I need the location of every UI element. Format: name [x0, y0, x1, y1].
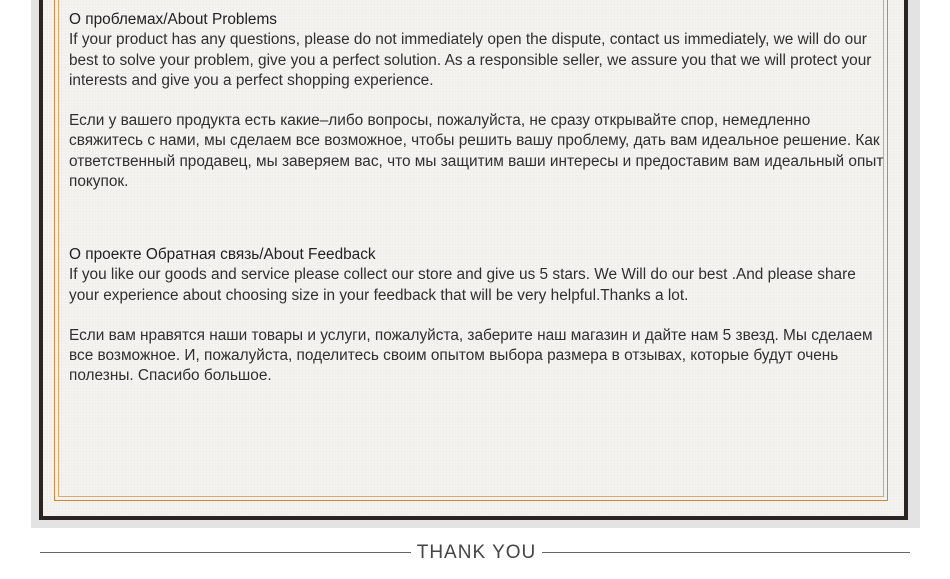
- about-feedback-english-text: If you like our goods and service please collect our store and give us 5 stars. We Will do our best .And please share your experience about choosing size in your feedback that will be very helpful.Thanks a lot.: [69, 266, 856, 304]
- about-problems-english-text: If your product has any questions, please do not immediately open the dispute, contact us immediately, we will do our best to solve your problem, give you a perfect solution. As a responsible seller, we assure you that we will protect your interests and give you a perfect shopping experience.: [69, 31, 872, 89]
- footer-divider-right: [542, 552, 910, 553]
- footer-divider-left: [40, 552, 411, 553]
- about-problems-section: [69, 10, 884, 192]
- about-feedback-russian-text: Если вам нравятся наши товары и услуги, пожалуйста, заберите наш магазин и дайте нам 5 звезд. Мы сделаем все возможное. И, пожалуйста, поделитесь своим опытом выбора размера в отзывах, которые будут очень полезны. Спасибо большое.: [69, 326, 873, 385]
- about-feedback-title: О проекте Обратная связь/About Feedback: [69, 246, 376, 263]
- about-problems-russian-text: Если у вашего продукта есть какие–либо вопросы, пожалуйста, не сразу открывайте спор, немедленно свяжитесь с нами, мы сделаем все возможное, чтобы решить вашу проблему, дать вам идеальное решение. Как ответственный продавец, мы заверяем вас, что мы защитим ваши интересы и предоставим вам идеальный опыт покупок.: [69, 112, 884, 191]
- thank-you-footer: [40, 541, 910, 565]
- thank-you-label: THANK YOU: [416, 542, 537, 563]
- about-problems-title: О проблемах/About Problems: [69, 11, 277, 28]
- about-feedback-section: [69, 245, 884, 387]
